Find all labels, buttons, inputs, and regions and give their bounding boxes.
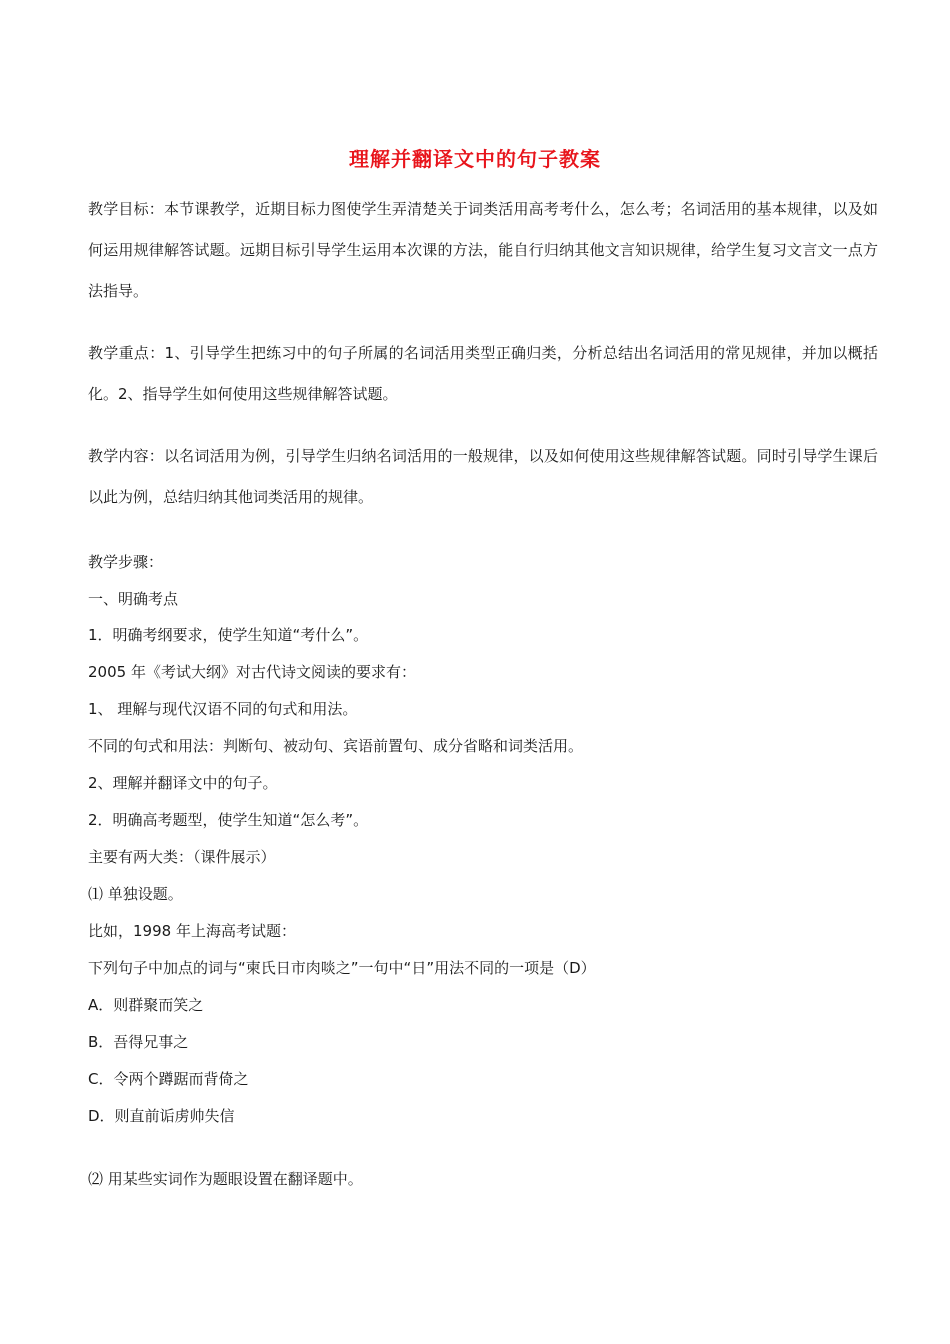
answer-option-a: A．则群聚而笑之 xyxy=(88,996,204,1014)
list-item: 比如，1998 年上海高考试题： xyxy=(88,922,296,940)
list-item: ⑵ 用某些实词作为题眼设置在翻译题中。 xyxy=(88,1170,363,1188)
list-item: 2005 年《考试大纲》对古代诗文阅读的要求有： xyxy=(88,663,416,681)
list-item: 主要有两大类：（课件展示） xyxy=(88,848,276,866)
answer-option-d: D．则直前诟虏帅失信 xyxy=(88,1107,235,1125)
list-item: 不同的句式和用法：判断句、被动句、宾语前置句、成分省略和词类活用。 xyxy=(88,737,584,755)
answer-option-b: B．吾得兄事之 xyxy=(88,1033,189,1051)
teaching-objectives-paragraph: 教学目标：本节课教学，近期目标力图使学生弄清楚关于词类活用高考考什么，怎么考；名词活用的基本规律，以及如何运用规律解答试题。远期目标引导学生运用本次课的方法，能自行归纳其他文言知识规律，给学生复习文言文一点方法指导。 xyxy=(88,200,878,300)
teaching-content-paragraph: 教学内容：以名词活用为例，引导学生归纳名词活用的一般规律，以及如何使用这些规律解答试题。同时引导学生课后以此为例，总结归纳其他词类活用的规律。 xyxy=(88,447,878,506)
question-stem: 下列句子中加点的词与“柬氏日市肉啖之”一句中“日”用法不同的一项是（D） xyxy=(88,959,596,977)
list-item: ⑴ 单独设题。 xyxy=(88,885,183,903)
list-item: 1．明确考纲要求，使学生知道“考什么”。 xyxy=(88,626,369,644)
section-heading-exam-points: 一、明确考点 xyxy=(88,590,179,608)
list-item: 2．明确高考题型，使学生知道“怎么考”。 xyxy=(88,811,369,829)
document-title: 理解并翻译文中的句子教案 xyxy=(349,147,601,171)
teaching-key-points-paragraph: 教学重点：1、引导学生把练习中的句子所属的名词活用类型正确归类，分析总结出名词活用的常见规律，并加以概括化。2、指导学生如何使用这些规律解答试题。 xyxy=(88,344,878,403)
list-item: 2、理解并翻译文中的句子。 xyxy=(88,774,278,792)
list-item: 1、 理解与现代汉语不同的句式和用法。 xyxy=(88,700,358,718)
teaching-steps-heading: 教学步骤： xyxy=(88,553,164,571)
answer-option-c: C．令两个蹲踞而背倚之 xyxy=(88,1070,249,1088)
